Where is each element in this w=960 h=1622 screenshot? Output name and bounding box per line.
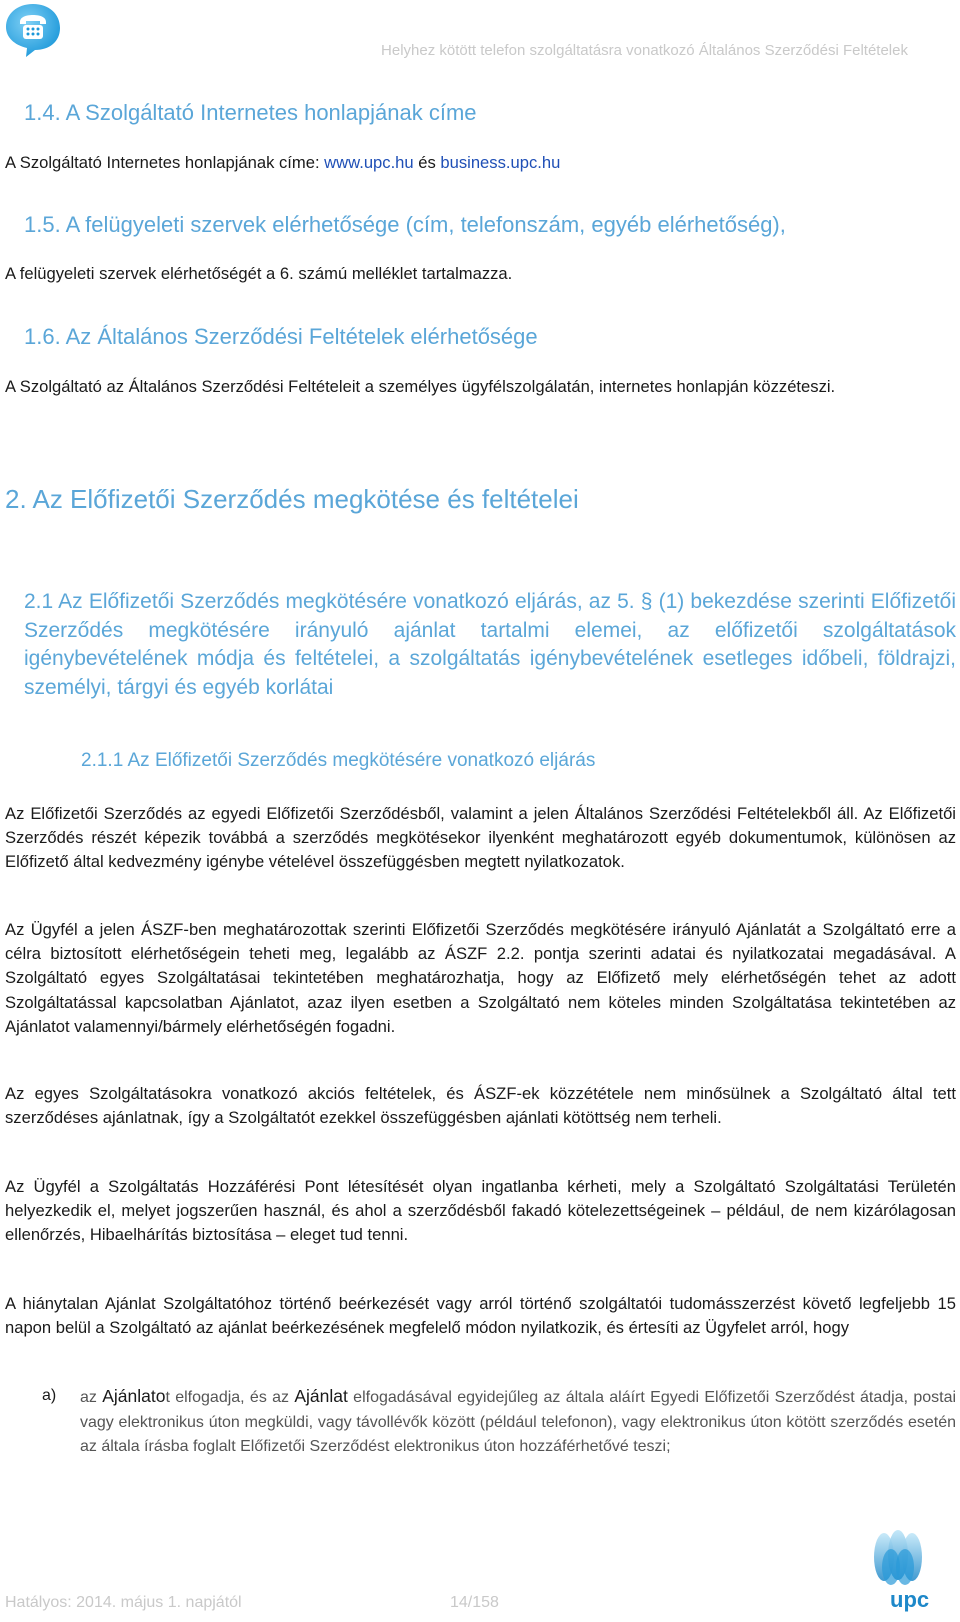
paragraph-promotional-terms: Az egyes Szolgáltatásokra vonatkozó akciós feltételek, és ÁSZF-ek közzététele nem minősülnek a Szolgáltató által tett szerződéses ajánlatnak, így a Szolgáltatót ezekkel összefüggésben ajánlati kötöttség nem terheli. [5, 1084, 956, 1128]
section-2-1-heading: 2.1 Az Előfizetői Szerződés megkötésére vonatkozó eljárás, az 5. § (1) bekezdése szerinti Előfizetői Szerződés megkötésére irányuló ajánlat tartalmi elemei, az előfizetői szolgáltatások igénybevételének módja és feltételei, a szolgáltatás igénybevételének esetleges időbeli, földrajzi, személyi, tárgyi és egyéb korlátai [24, 590, 956, 699]
section-2-1-1-heading: 2.1.1 Az Előfizetői Szerződés megkötésére vonatkozó eljárás [81, 750, 596, 771]
list-item-a [80, 1384, 956, 1460]
list-item-a-bold1: Ajánlato [102, 1386, 166, 1406]
running-header-title: Helyhez kötött telefon szolgáltatásra vonatkozó Általános Szerződési Feltételek [381, 42, 908, 59]
list-marker-a: a) [42, 1387, 57, 1404]
paragraph-offer-submission: Az Ügyfél a jelen ÁSZF-ben meghatározottak szerinti Előfizetői Szerződés megkötésére irányuló Ajánlatát a Szolgáltató erre a célra biztosított elérhetőségein teheti meg, legalább az ÁSZF 2.2. pontja szerinti adatai és nyilatkozatai megadásával. A Szolgáltató egyes Szolgáltatásai tekintetében meghatározhatja, hogy az Előfizető mely elérhetőségén tehet az adott Szolgáltatással kapcsolatban Ajánlatot, azaz ilyen esetben a Szolgáltató nem köteles minden Szolgáltatása tekintetében az Ajánlatot valamennyi/bármely elérhetőségén fogadni. [5, 920, 956, 1036]
upc-logo-icon [866, 1527, 946, 1617]
section-2-heading: 2. Az Előfizetői Szerződés megkötése és feltételei [5, 484, 579, 514]
conjunction: és [413, 153, 441, 172]
phone-logo-icon [4, 2, 62, 58]
website-label: A Szolgáltató Internetes honlapjának címe: [5, 153, 325, 172]
section-1-6-heading: 1.6. Az Általános Szerződési Feltételek elérhetősége [24, 324, 538, 349]
business-website-link[interactable]: business.upc.hu [440, 153, 561, 172]
section-1-6-text: A Szolgáltató az Általános Szerződési Feltételeit a személyes ügyfélszolgálatán, internetes honlapján közzéteszi. [5, 377, 836, 396]
list-item-a-w2: t elfogadja, és az [165, 1389, 295, 1406]
footer-effective-date: Hatályos: 2014. május 1. napjától [5, 1594, 242, 1611]
paragraph-access-point: Az Ügyfél a Szolgáltatás Hozzáférési Pont létesítését olyan ingatlanba kérheti, mely a Szolgáltató Szolgáltatási Területén helyezkedik el, melyet jogszerűen használ, és ahol a szerződésből fakadó kötelezettségeinek – például, de nem kizárólagosan ellenőrzés, Hibaelhárítás biztosítása – eleget tud tenni. [5, 1177, 956, 1245]
section-1-4-text [5, 151, 956, 175]
paragraph-offer-response: A hiánytalan Ajánlat Szolgáltatóhoz történő beérkezését vagy arról történő szolgáltatói tudomásszerzést követő legfeljebb 15 napon belül a Szolgáltató az ajánlat beérkezésének megfelelő módon nyilatkozik, és értesíti az Ügyfelet arról, hogy [5, 1294, 956, 1338]
upc-website-link[interactable]: www.upc.hu [324, 153, 414, 172]
paragraph-contract-parts: Az Előfizetői Szerződés az egyedi Előfizetői Szerződésből, valamint a jelen Általános Szerződési Feltételekből áll. Az Előfizetői Szerződés részét képezik továbbá a szerződés megkötésekor ilyenként meghatározott egyéb dokumentumok, különösen az Előfizető által kedvezmény igénybe vételével összefüggésben megtett nyilatkozatok. [5, 804, 956, 872]
upc-brand-text: upc [890, 1587, 930, 1612]
list-item-a-bold2: Ajánlat [294, 1386, 348, 1406]
section-1-5-text: A felügyeleti szervek elérhetőségét a 6. számú melléklet tartalmazza. [5, 264, 513, 283]
section-1-4-heading: 1.4. A Szolgáltató Internetes honlapjának címe [24, 100, 477, 125]
list-item-a-w1: az [80, 1389, 103, 1406]
footer-page-number: 14/158 [450, 1594, 499, 1611]
section-1-5-heading: 1.5. A felügyeleti szervek elérhetősége (cím, telefonszám, egyéb elérhetőség), [24, 212, 786, 237]
list-item-a-rest: elfogadásával egyidejűleg az általa aláírt Egyedi Előfizetői Szerződést átadja, postai vagy elektronikus úton megküldi, vagy távollévők között (például telefonon), vagy elektronikus úton kötött szerződés esetén az általa írásba foglalt Előfizetői Szerződést elektronikus úton hozzáférhetővé teszi; [80, 1389, 957, 1456]
